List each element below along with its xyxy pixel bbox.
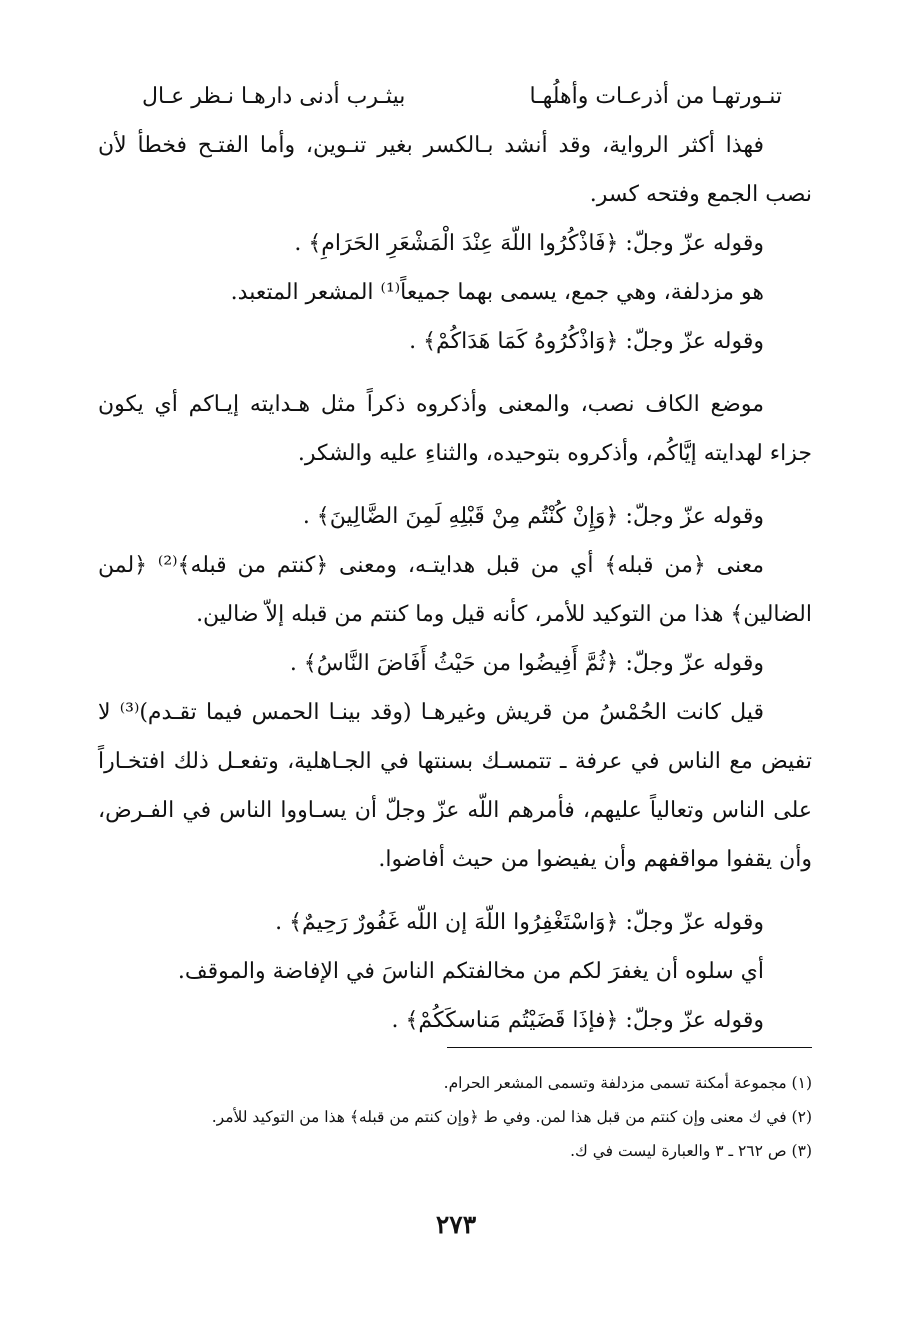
body-paragraph: فهذا أكثر الرواية، وقد أنشد بـالكسر بغير تنـوين، وأما الفتـح فخطأ لأن نصب الجمع وفتحه كسر. bbox=[98, 133, 812, 207]
body-line: هو مزدلفة، وهي جمع، يسمى بهما جميعاً⁽¹⁾ المشعر المتعبد. bbox=[230, 280, 764, 305]
body-line: وقوله عزّ وجلّ: ﴿وَاذْكُرُوهُ كَمَا هَدَاكُمْ﴾ . bbox=[409, 329, 764, 354]
poem-verse bbox=[98, 72, 812, 121]
paragraph-gap bbox=[98, 366, 812, 380]
footnote-3: (٣) ص ٢٦٢ ـ ٣ والعبارة ليست في ك. bbox=[570, 1142, 812, 1160]
paragraph-gap bbox=[98, 478, 812, 492]
main-text bbox=[98, 72, 812, 1045]
body-line: وقوله عزّ وجلّ: ﴿فإذَا قَضَيْتُم مَناسكَكُمْ﴾ . bbox=[391, 1008, 764, 1033]
body-line: وقوله عزّ وجلّ: ﴿فَاذْكُرُوا اللّهَ عِنْدَ الْمَشْعَرِ الحَرَامِ﴾ . bbox=[294, 231, 764, 256]
footnote-1: (١) مجموعة أمكنة تسمى مزدلفة وتسمى المشعر الحرام. bbox=[443, 1074, 812, 1092]
poem-hemistich-first: تنـورتهـا من أذرعـات وأهلُهـا bbox=[529, 84, 782, 109]
page-number: ٢٧٣ bbox=[435, 1210, 477, 1239]
body-paragraphs bbox=[98, 121, 812, 1045]
body-paragraph: موضع الكاف نصب، والمعنى وأذكروه ذكراً مثل هـدايته إيـاكم أي يكون جزاء لهدايته إيَّاكُم، وأذكروه بتوحيده، والثناءِ عليه والشكر. bbox=[98, 392, 812, 466]
footnote-divider bbox=[447, 1047, 812, 1048]
body-line: وقوله عزّ وجلّ: ﴿وَإِنْ كُنْتُم مِنْ قَبْلِهِ لَمِنَ الضَّالِينَ﴾ . bbox=[302, 504, 764, 529]
footnote-2: (٢) في ك معنى وإن كنتم من قبل هذا لمن. وفي ط ﴿وإن كنتم من قبله﴾ هذا من التوكيد للأمر. bbox=[211, 1108, 812, 1126]
body-line: وقوله عزّ وجلّ: ﴿ثُمَّ أَفِيضُوا من حَيْثُ أَفَاضَ النَّاسُ﴾ . bbox=[289, 651, 764, 676]
poem-hemistich-second: بيثـرب أدنى دارهـا نـظر عـال bbox=[142, 84, 406, 109]
footnotes bbox=[98, 1066, 812, 1168]
body-paragraph: قيل كانت الحُمْسُ من قريش وغيرهـا (وقد بينـا الحمس فيما تقـدم)⁽³⁾ لا تفيض مع الناس في عرفة ـ تتمسـك بسنتها في الجـاهلية، وتفعـل ذلك افتخـاراً على الناس وتعالياً عليهم، فأمرهم اللّه عزّ وجلّ أن يسـاووا الناس في الفـرض، وأن يقفوا مواقفهم وأن يفيضوا من حيث أفاضوا. bbox=[98, 700, 812, 872]
body-line: أي سلوه أن يغفرَ لكم من مخالفتكم الناسَ في الإفاضة والموقف. bbox=[177, 959, 764, 984]
body-line: وقوله عزّ وجلّ: ﴿وَاسْتَغْفِرُوا اللّهَ إن اللّه غَفُورٌ رَحِيمٌ﴾ . bbox=[275, 910, 764, 935]
body-paragraph: معنى ﴿من قبله﴾ أي من قبل هدايتـه، ومعنى ﴿كنتم من قبله﴾⁽²⁾ ﴿لمن الضالين﴾ هذا من التوكيد للأمر، كأنه قيل وما كنتم من قبله إلاّ ضالين. bbox=[98, 553, 812, 627]
paragraph-gap bbox=[98, 884, 812, 898]
